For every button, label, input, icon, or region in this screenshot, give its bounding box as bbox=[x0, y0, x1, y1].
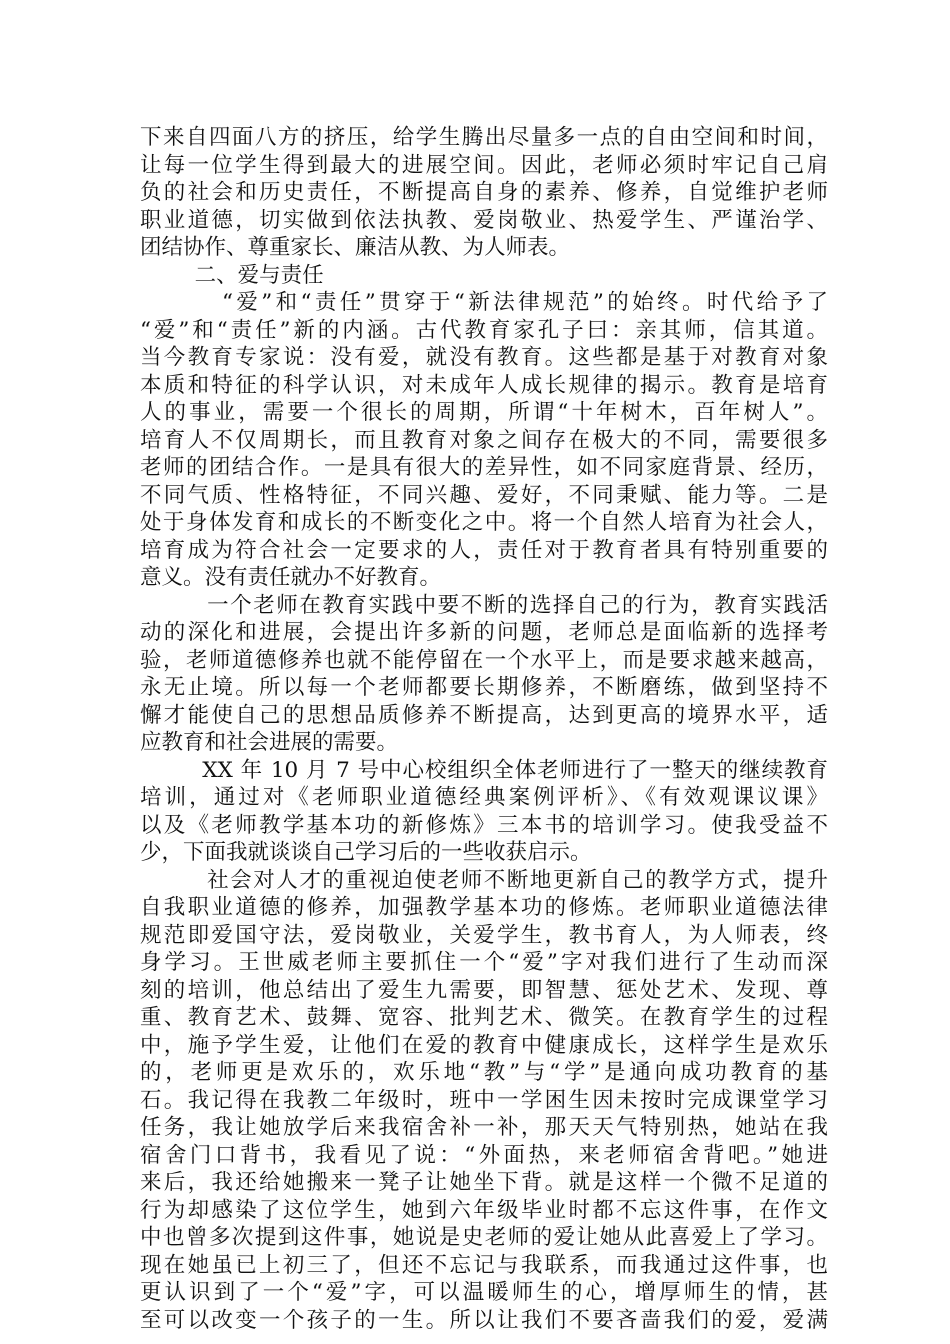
text-line: 应教育和社会进展的需要。 bbox=[140, 730, 399, 755]
text-line: 以及《老师教学基本功的新修炼》三本书的培训学习。使我受益不 bbox=[140, 812, 828, 838]
text-line: 永无止境。所以每一个老师都要长期修养，不断磨练，做到坚持不 bbox=[140, 675, 828, 700]
text-line: 规范即爱国守法，爱岗敬业，关爱学生，教书育人，为人师表，终 bbox=[140, 922, 828, 948]
text-line: “爱”和“责任”新的内涵。古代教育家孔子曰：亲其师，信其道。 bbox=[140, 317, 828, 343]
text-line: “爱”和“责任”贯穿于“新法律规范”的始终。时代给予了 bbox=[140, 290, 828, 315]
text-line: XX 年 10 月 7 号中心校组织全体老师进行了一整天的继续教育 bbox=[140, 757, 828, 783]
text-line: 本质和特征的科学认识，对未成年人成长规律的揭示。教育是培育 bbox=[140, 372, 828, 398]
text-line: 职业道德，切实做到依法执教、爱岗敬业、热爱学生、严谨治学、 bbox=[140, 207, 828, 233]
text-line: 负的社会和历史责任，不断提高自身的素养、修养，自觉维护老师 bbox=[140, 180, 828, 205]
text-line: 处于身体发育和成长的不断变化之中。将一个自然人培育为社会人， bbox=[140, 510, 828, 535]
text-line: 培育人不仅周期长，而且教育对象之间存在极大的不同，需要很多 bbox=[140, 427, 828, 453]
text-line: 培育成为符合社会一定要求的人，责任对于教育者具有特别重要的 bbox=[140, 537, 828, 563]
text-line: 行为却感染了这位学生，她到六年级毕业时都不忘这件事，在作文 bbox=[140, 1197, 828, 1223]
text-line: 不同气质、性格特征，不同兴趣、爱好，不同秉赋、能力等。二是 bbox=[140, 482, 828, 508]
text-line: 让每一位学生得到最大的进展空间。因此，老师必须时牢记自己肩 bbox=[140, 152, 828, 178]
text-line: 任务，我让她放学后来我宿舍补一补，那天天气特别热，她站在我 bbox=[140, 1115, 828, 1140]
text-line: 意义。没有责任就办不好教育。 bbox=[140, 565, 442, 590]
text-line: 石。我记得在我教二年级时，班中一学困生因未按时完成课堂学习 bbox=[140, 1087, 828, 1113]
text-line: 团结协作、尊重家长、廉洁从教、为人师表。 bbox=[140, 235, 571, 260]
text-line: 刻的培训，他总结出了爱生九需要，即智慧、惩处艺术、发现、尊 bbox=[140, 977, 828, 1003]
text-line: 现在她虽已上初三了，但还不忘记与我联系，而我通过这件事，也 bbox=[140, 1252, 828, 1278]
section-heading: 二、爱与责任 bbox=[140, 262, 324, 288]
text-line: 自我职业道德的修养，加强教学基本功的修炼。老师职业道德法律 bbox=[140, 895, 828, 920]
text-line: 来后，我还给她搬来一凳子让她坐下背。就是这样一个微不足道的 bbox=[140, 1170, 828, 1195]
text-line: 更认识到了一个“爱”字，可以温暖师生的心，增厚师生的情，甚 bbox=[140, 1280, 828, 1305]
text-line: 少，下面我就谈谈自己学习后的一些收获启示。 bbox=[140, 840, 592, 865]
text-line: 身学习。王世威老师主要抓住一个“爱”字对我们进行了生动而深 bbox=[140, 950, 828, 975]
document-body bbox=[140, 124, 828, 1334]
text-line: 一个老师在教育实践中要不断的选择自己的行为，教育实践活 bbox=[140, 592, 828, 618]
text-line: 培训，通过对《老师职业道德经典案例评析》、《有效观课议课》 bbox=[140, 785, 828, 810]
text-line: 懈才能使自己的思想品质修养不断提高，达到更高的境界水平，适 bbox=[140, 702, 828, 728]
text-line: 宿舍门口背书，我看见了说：“外面热，来老师宿舍背吧。”她进 bbox=[140, 1142, 828, 1168]
text-line: 验，老师道德修养也就不能停留在一个水平上，而是要求越来越高， bbox=[140, 647, 828, 673]
text-line: 社会对人才的重视迫使老师不断地更新自己的教学方式，提升 bbox=[140, 867, 828, 893]
text-line: 下来自四面八方的挤压，给学生腾出尽量多一点的自由空间和时间， bbox=[140, 125, 828, 150]
text-line: 的，老师更是欢乐的，欢乐地“教”与“学”是通向成功教育的基 bbox=[140, 1060, 828, 1085]
text-line: 至可以改变一个孩子的一生。所以让我们不要吝啬我们的爱，爱满 bbox=[140, 1307, 828, 1333]
text-line: 重、教育艺术、鼓舞、宽容、批判艺术、微笑。在教育学生的过程 bbox=[140, 1005, 828, 1030]
text-line: 老师的团结合作。一是具有很大的差异性，如不同家庭背景、经历， bbox=[140, 455, 828, 480]
text-line: 当今教育专家说：没有爱，就没有教育。这些都是基于对教育对象 bbox=[140, 345, 828, 370]
text-line: 动的深化和进展，会提出许多新的问题，老师总是面临新的选择考 bbox=[140, 620, 828, 645]
text-line: 中，施予学生爱，让他们在爱的教育中健康成长，这样学生是欢乐 bbox=[140, 1032, 828, 1058]
text-line: 中也曾多次提到这件事，她说是史老师的爱让她从此喜爱上了学习。 bbox=[140, 1225, 828, 1250]
text-line: 人的事业，需要一个很长的周期，所谓“十年树木，百年树人”。 bbox=[140, 400, 828, 425]
